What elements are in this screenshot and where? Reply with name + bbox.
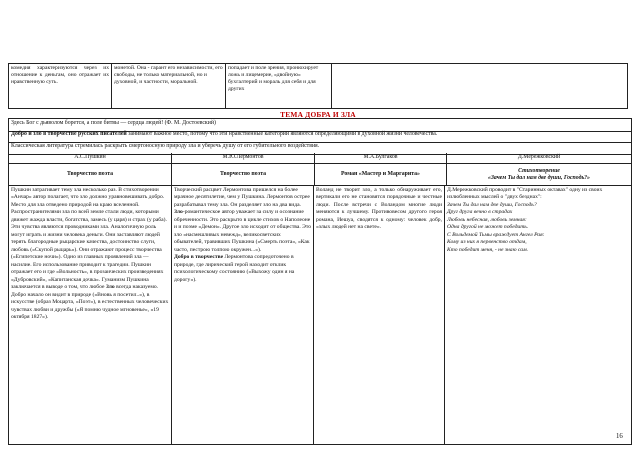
merezhkovsky-intro: Д.Мережковский проводит в "Старинных октавах" одну из своих излюбленных мыслей о "двух безднах": [447, 187, 603, 201]
intro-bold: Добро и зло в творчестве русских писателей [11, 131, 127, 137]
bulgakov-paragraph: Воланд не творит зло, а только обнаруживает его, вертикали его не становятся порядочные и честные люди. После встречи с Воландом многие люди меняются к лучшему. Противовесом другого героя романа, Иешуа, сводятся к одному: человек добр, «злых людей нет на свете». [316, 187, 442, 231]
lermontov-text-c: Лермонтова сопредоточено в природе, где лирический герой находит отклик психологическому состоянию («Выхожу один я на дорогу»). [174, 254, 295, 283]
previous-table-fragment [8, 63, 628, 109]
pushkin-text-a: Распространителями зла по всей земле стали люди, которыми движет жажда власти, богатства, замесь (у царя) и страх (у раба). Эти чувства являются проводниками зла. Аналогичную роль могут играть и жизни человека деньги. Они заставляют людей терять благородные рыцарские качества, достоинство слуги, любовь («Скупой рыцарь»). Они отражают процесс творчества («Египетские ночи»). Одно из главных проявлений зла — насилие. Его использование приводит к трагедии. Пушкин отражает его и где «Вольность», в прозаических произведениях «Дубровский», «Капитанская дочка». Гуманизм Пушкина заключается в выводе о том, что любое [11, 209, 167, 291]
poem-line: Одна другой не может победить. [447, 224, 529, 231]
subtitle-poem-label: Стихотворение [518, 167, 560, 174]
lermontov-good-bold: Добро в творчестве [174, 254, 224, 261]
author-bulgakov: М.А.Булгаков [314, 153, 446, 163]
lermontov-text-b: -романтическое автор уважает за силу и осознание обреченности. Это раскрыто в цикле стихов о Наполеоне и и поэме «Демон». Другое зло исходит от общества. Это зло «насмешливых невежд», великосветских обывателей, травивших Пушкина («Смерть поэта», «Как часто, пестрою толпою окружен...»). [174, 209, 312, 253]
subtitle-poem-title: «Зачем Ты дал нам две души, Господь?» [488, 174, 590, 181]
poem-line: Любовь небесная, любовь земная: [447, 216, 527, 223]
fragment-cell-3: попадает и поле зрения, пронюхирует ложь и лицемерие, «двойную» бухгалтерий и мораль для себя и для других [226, 64, 332, 109]
poem-line: С Вольдемой Тьмы враждует Ангел Рая: [447, 231, 545, 238]
lermontov-text-a: Творческий расцвет Лермонтова пришелся на более мрачное десятилетие, чем у Пушкина. Лермонтов острее разрабатывал тему зла. Он разделяет зло на два вида. [174, 187, 310, 208]
pushkin-paragraph-1: Пушкин затрагивает тему зла несколько раз. В стихотворении «Анчар» автор полагает, что зло должно уравновешивать добро. Место для зла отведено природой на краю вселенной. [11, 187, 165, 208]
page-number: 16 [616, 433, 623, 440]
poem-line: Друг друга вечно в страдах [447, 209, 513, 216]
intro-text: занимают важное место, потому что эти нравственные категории являются определяющими в духовной жизни человечества. [126, 131, 438, 137]
fragment-cell-4 [332, 64, 628, 109]
pushkin-column [9, 186, 171, 444]
lermontov-paragraph-2 [174, 254, 311, 284]
lermontov-paragraph-1 [174, 187, 311, 254]
subtitle-bulgakov: Роман «Мастер и Маргарита» [314, 164, 446, 185]
poem-line: Кто победит меня, - не знаю сам. [447, 246, 529, 253]
author-merezhkovsky: Д.Мережковский [446, 153, 631, 163]
poem-line: Зачем Ты дал нам две души, Господь? [447, 201, 537, 208]
author-pushkin: А.С.Пушкин [74, 154, 106, 160]
pushkin-paragraph-2 [11, 209, 169, 321]
subtitle-merezhkovsky [446, 164, 631, 185]
literature-row: Классическая литература стремилась раскрыть смертоносную природу зла и уберечь душу от его губительного воздействия. [8, 142, 632, 155]
epigraph-row: Здесь Бог с дьяволом борется, а поле битвы — сердца людей! (Ф. М. Достоевский) [8, 118, 632, 132]
author-header-row [8, 153, 632, 164]
lermontov-evil-bold: Зло [174, 209, 183, 216]
bulgakov-column [313, 186, 444, 444]
fragment-cell-2: монетой. Она - гарант его независимости, его свободы, не только материальной, но и духовной, и частности, моральной. [112, 64, 226, 109]
pushkin-evil-bold: Зло [105, 284, 115, 291]
subtitle-lermontov: Творчество поэта [171, 164, 314, 185]
pushkin-text-b: всегда наказуемо. Добро начало он видит в природе («Вновь я посетил..»), в искусстве (образ Моцарта, «Поэт»), в естественных человеческих чувствах любви и дружбы («Я помню чудное мгновенье», «19 октября 1827»). [11, 284, 169, 321]
content-row [8, 186, 632, 445]
merezhkovsky-column [444, 186, 631, 444]
poem-line: Кому из них я первенство отдам, [447, 239, 527, 246]
theme-title: ТЕМА ДОБРА И ЗЛА [280, 110, 356, 119]
lermontov-column [171, 186, 313, 444]
fragment-cell-1: комедия характеризуются через их отношение к деньгам, оно отражает их нравственную суть. [9, 64, 112, 109]
author-lermontov: М.Ю.Лермонтов [171, 153, 314, 163]
subtitle-row [8, 164, 632, 186]
subtitle-pushkin: Творчество поэта [66, 171, 114, 178]
